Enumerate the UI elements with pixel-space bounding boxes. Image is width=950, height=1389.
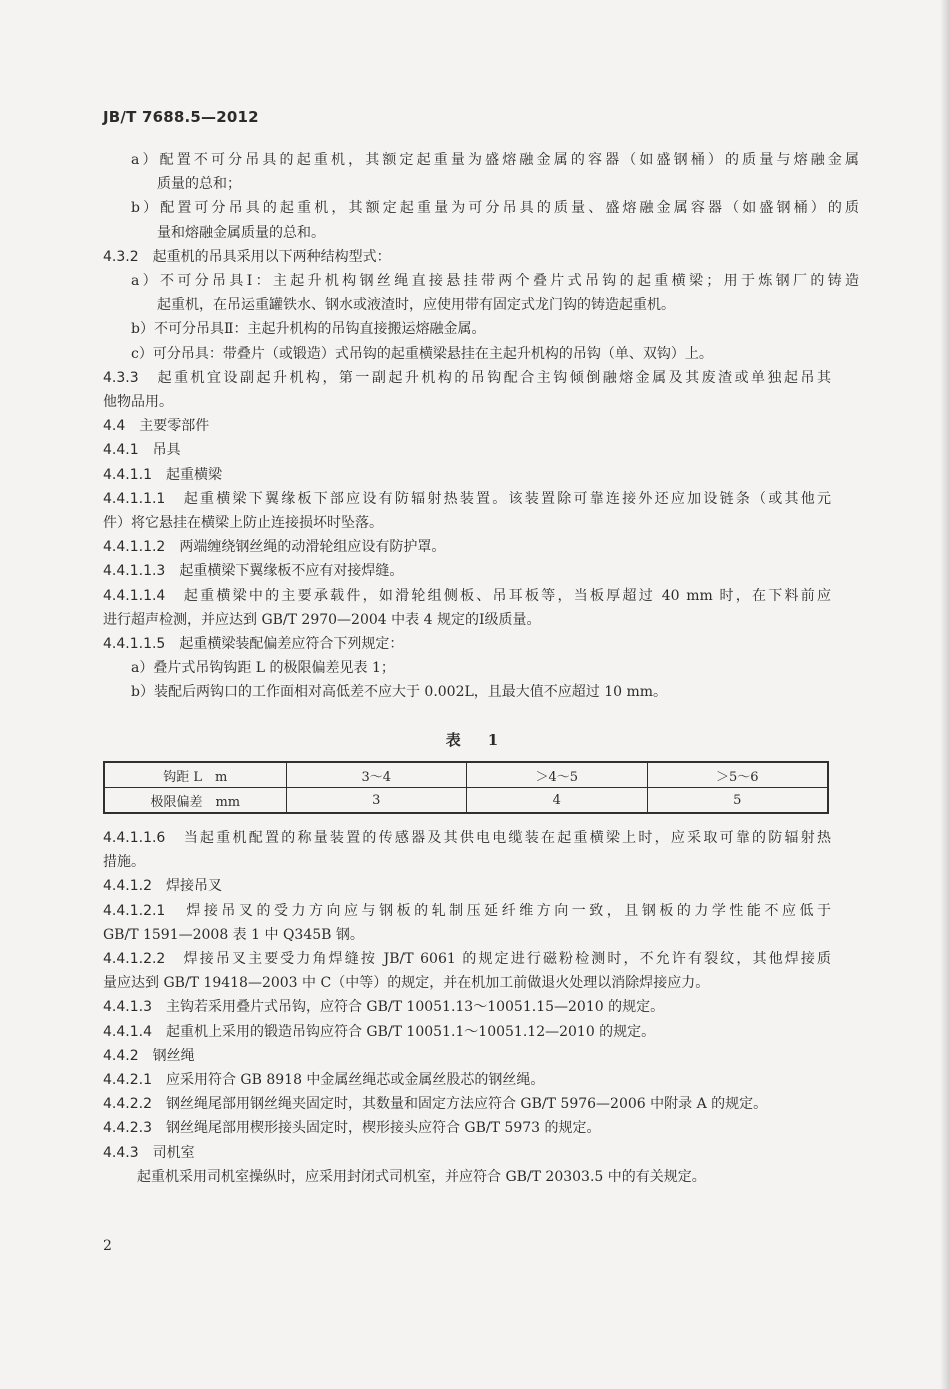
page-edge: [940, 0, 950, 1389]
clause-text: 主钩若采用叠片式吊钩，应符合 GB/T 10051.13～10051.15—2010 的规定。: [151, 999, 665, 1016]
text-line: [131, 682, 859, 702]
clause-number: 4.4.1.2: [103, 878, 152, 895]
clause-number: 4.4.3: [103, 1144, 139, 1161]
document-code-header: JB/T 7688.5—2012: [103, 108, 259, 126]
clause-number: 4.4.2: [103, 1047, 139, 1064]
table-cell: 4: [467, 788, 647, 814]
clause-number: 4.3.2: [103, 248, 139, 265]
clause-text: 起重横梁: [151, 466, 222, 483]
clause-number: 4.4.1.1.5: [103, 636, 166, 652]
text-line: [157, 174, 885, 194]
clause-text: 质量的总和；: [157, 176, 241, 193]
text-line: [131, 344, 859, 364]
text-line: [103, 1094, 831, 1114]
clause-text: 两端缠绕钢丝绳的动滑轮组应设有防护罩。: [165, 539, 446, 556]
clause-number: 4.4.1.1.3: [103, 563, 166, 580]
clause-text: 进行超声检测，并应达到 GB/T 2970—2004 中表 4 规定的Ⅰ级质量。: [103, 611, 541, 628]
clause-number: 4.4.2.1: [103, 1072, 152, 1088]
clause-text: 焊接吊叉的受力方向应与钢板的轧制压延纤维方向一致，且钢板的力学性能不应低于: [165, 902, 831, 919]
clause-text: 起重机宜设副起升机构，第一副起升机构的吊钩配合主钩倾倒融熔金属及其废渣或单独起吊其: [138, 369, 831, 386]
text-line: [103, 949, 831, 969]
clause-text: 措施。: [103, 854, 145, 871]
table-cell: 5: [647, 788, 828, 814]
clause-text: a）叠片式吊钩钩距 L 的极限偏差见表 1；: [131, 660, 395, 677]
clause-text: 钢丝绳尾部用钢丝绳夹固定时，其数量和固定方法应符合 GB/T 5976—2006 中附录 A 的规定。: [151, 1096, 768, 1113]
clause-text: 焊接吊叉主要受力角焊缝按 JB/T 6061 的规定进行磁粉检测时，不允许有裂纹，其他焊接质: [165, 951, 831, 967]
table-cell: 钩距 L m: [104, 762, 286, 788]
clause-text: 应采用符合 GB 8918 中金属丝绳芯或金属丝股芯的钢丝绳。: [151, 1072, 545, 1088]
clause-text: 钢丝绳: [138, 1047, 195, 1064]
clause-text: 司机室: [138, 1144, 195, 1161]
clause-number: 4.4.1.1.2: [103, 539, 166, 556]
text-line: [103, 247, 831, 267]
text-line: [103, 561, 831, 581]
text-line: [103, 634, 831, 654]
clause-text: b）不可分吊具Ⅱ：主起升机构的吊钩直接搬运熔融金属。: [131, 321, 486, 338]
text-line: [103, 610, 831, 630]
text-line: [103, 1022, 831, 1042]
clause-text: b）装配后两钩口的工作面相对高低差不应大于 0.002L，且最大值不应超过 10 mm。: [131, 684, 668, 701]
clause-text: GB/T 1591—2008 表 1 中 Q345B 钢。: [103, 926, 364, 943]
clause-text: 起重横梁下翼缘板不应有对接焊缝。: [165, 563, 404, 580]
clause-text: 起重机上采用的锻造吊钩应符合 GB/T 10051.1～10051.12—2010 的规定。: [151, 1023, 656, 1040]
clause-text: 件）将它悬挂在横梁上防止连接损坏时坠落。: [103, 515, 383, 531]
clause-number: 4.4.1.4: [103, 1023, 152, 1040]
clause-number: 4.4.1.1.1: [103, 490, 166, 507]
clause-text: 起重机采用司机室操纵时，应采用封闭式司机室，并应符合 GB/T 20303.5 中的有关规定。: [137, 1168, 706, 1185]
text-line: [137, 1167, 865, 1187]
text-line: [103, 1046, 831, 1066]
text-line: [103, 973, 831, 993]
clause-number: 4.4.1.1.6: [103, 830, 166, 846]
clause-text: 主要零部件: [125, 418, 210, 435]
text-line: [103, 925, 831, 945]
table-cell: ＞5～6: [647, 762, 828, 788]
text-line: [103, 997, 831, 1017]
text-line: [103, 586, 831, 606]
page-number: 2: [103, 1238, 112, 1254]
text-line: [103, 489, 831, 509]
clause-text: 起重横梁中的主要承载件，如滑轮组侧板、吊耳板等，当板厚超过 40 mm 时，在下料前应: [165, 587, 831, 604]
table-cell: 极限偏差 mm: [104, 788, 286, 814]
table-cell: ＞4～5: [467, 762, 647, 788]
text-line: [157, 295, 885, 315]
clause-text: 当起重机配置的称量装置的传感器及其供电电缆装在起重横梁上时，应采取可靠的防辐射热: [165, 830, 831, 846]
text-line: [103, 828, 831, 848]
clause-text: 量应达到 GB/T 19418—2003 中 C（中等）的规定，并在机加工前做退火处理以消除焊接应力。: [103, 975, 710, 992]
clause-text: a）不可分吊具Ⅰ：主起升机构钢丝绳直接悬挂带两个叠片式吊钩的起重横梁；用于炼钢厂的铸造: [131, 273, 859, 289]
text-line: [103, 1070, 831, 1090]
text-line: [103, 1118, 831, 1138]
table-cell: 3～4: [286, 762, 466, 788]
clause-text: c）可分吊具：带叠片（或锻造）式吊钩的起重横梁悬挂在主起升机构的吊钩（单、双钩）上。: [131, 345, 713, 362]
table-row: [104, 788, 828, 814]
table-row: [104, 762, 828, 788]
clause-text: a）配置不可分吊具的起重机，其额定起重量为盛熔融金属的容器（如盛钢桶）的质量与熔融金属: [131, 152, 859, 168]
clause-number: 4.4.2.2: [103, 1096, 152, 1113]
text-line: [131, 319, 859, 339]
clause-number: 4.4: [103, 418, 126, 435]
clause-number: 4.4.1.1: [103, 466, 152, 483]
clause-number: 4.4.2.3: [103, 1120, 152, 1137]
clause-number: 4.4.1.2.1: [103, 902, 166, 919]
clause-number: 4.4.1.3: [103, 999, 152, 1016]
text-line: [103, 392, 831, 412]
clause-text: 起重横梁下翼缘板下部应设有防辐射热装置。该装置除可靠连接外还应加设链条（或其他元: [165, 490, 831, 507]
text-line: [103, 416, 831, 436]
text-line: [157, 223, 885, 243]
clause-number: 4.3.3: [103, 369, 139, 386]
clause-text: 起重横梁装配偏差应符合下列规定：: [165, 636, 404, 652]
tolerance-table: [103, 761, 829, 814]
table-caption: 表 1: [445, 731, 505, 749]
text-line: [131, 198, 859, 218]
clause-text: 他物品用。: [103, 394, 173, 410]
table-cell: 3: [286, 788, 466, 814]
text-line: [103, 465, 831, 485]
clause-text: 起重机，在吊运重罐铁水、钢水或液渣时，应使用带有固定式龙门钩的铸造起重机。: [157, 297, 675, 314]
text-line: [103, 1143, 831, 1163]
text-line: [103, 537, 831, 557]
clause-text: 起重机的吊具采用以下两种结构型式：: [138, 248, 391, 265]
text-line: [103, 368, 831, 388]
text-line: [131, 271, 859, 291]
text-line: [103, 852, 831, 872]
clause-number: 4.4.1.2.2: [103, 951, 166, 967]
text-line: [103, 440, 831, 460]
clause-text: 焊接吊叉: [151, 878, 222, 895]
clause-text: 量和熔融金属质量的总和。: [157, 224, 325, 241]
text-line: [103, 901, 831, 921]
text-line: [103, 513, 831, 533]
text-line: [131, 658, 859, 678]
clause-number: 4.4.1.1.4: [103, 587, 166, 604]
clause-number: 4.4.1: [103, 442, 139, 459]
text-line: [103, 876, 831, 896]
text-line: [131, 150, 859, 170]
clause-text: b）配置可分吊具的起重机，其额定起重量为可分吊具的质量、盛熔融金属容器（如盛钢桶）的质: [131, 200, 859, 217]
clause-text: 吊具: [138, 442, 181, 459]
clause-text: 钢丝绳尾部用楔形接头固定时，楔形接头应符合 GB/T 5973 的规定。: [151, 1120, 601, 1137]
